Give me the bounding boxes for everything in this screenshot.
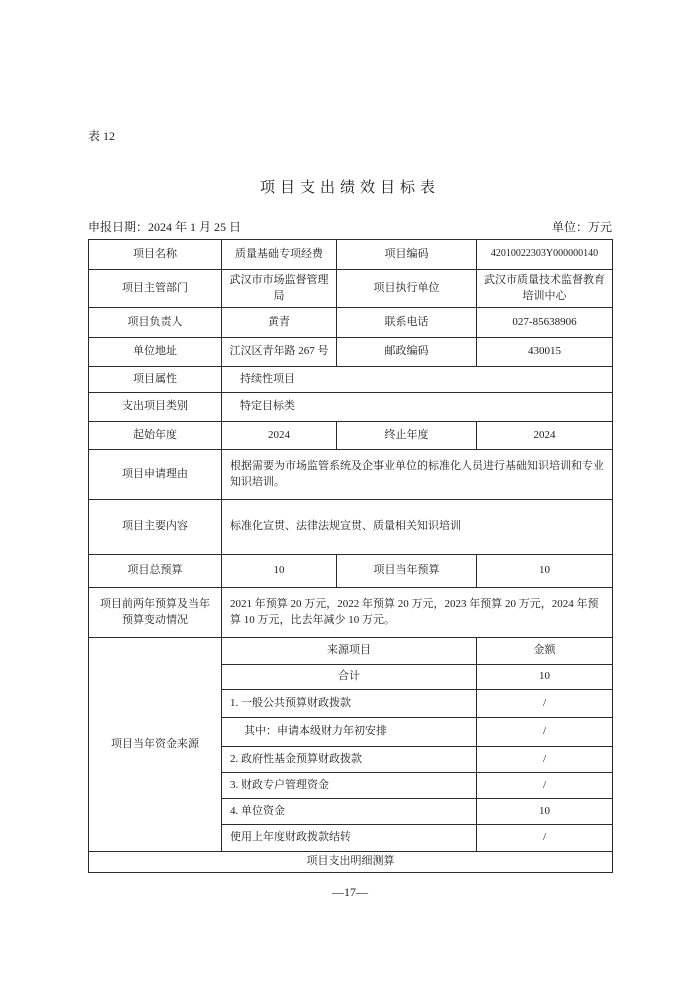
label-project-attribute: 项目属性 [89,367,222,393]
funding-header-row [89,638,613,665]
funding-item-label: 2. 政府性基金预算财政拨款 [222,747,477,773]
table-footer-row [89,852,613,873]
label-supervisor-dept: 项目主管部门 [89,270,222,308]
unit-label: 单位：万元 [551,220,612,234]
funding-item-amount: / [477,747,613,773]
value-executing-unit: 武汉市质量技术监督教育培训中心 [477,270,613,308]
value-main-content: 标准化宣贯、法律法规宣贯、质量相关知识培训 [222,500,613,555]
funding-total-label: 合计 [222,665,477,690]
table-row [89,393,613,422]
value-expense-category: 特定目标类 [222,393,613,422]
funding-item-amount: / [477,718,613,747]
label-start-year: 起始年度 [89,422,222,450]
value-prior-years-budget: 2021 年预算 20 万元，2022 年预算 20 万元，2023 年预算 20 万元，2024 年预算 10 万元，比去年减少 10 万元。 [222,588,613,638]
label-project-leader: 项目负责人 [89,308,222,338]
table-row [89,588,613,638]
funding-item-label: 3. 财政专户管理资金 [222,773,477,799]
table-row [89,422,613,450]
value-supervisor-dept: 武汉市市场监督管理局 [222,270,337,308]
funding-header-amount: 金额 [477,638,613,665]
value-project-name: 质量基础专项经费 [222,240,337,270]
value-unit-address: 江汉区青年路 267 号 [222,338,337,367]
label-main-content: 项目主要内容 [89,500,222,555]
funding-item-amount: / [477,690,613,718]
table-row [89,367,613,393]
label-project-name: 项目名称 [89,240,222,270]
label-application-reason: 项目申请理由 [89,450,222,500]
table-row [89,500,613,555]
funding-item-label: 4. 单位资金 [222,799,477,825]
table-row [89,338,613,367]
label-project-code: 项目编码 [337,240,477,270]
label-total-budget: 项目总预算 [89,555,222,588]
label-expense-category: 支出项目类别 [89,393,222,422]
label-current-year-budget: 项目当年预算 [337,555,477,588]
funding-item-label: 1. 一般公共预算财政拨款 [222,690,477,718]
page-title: 项目支出绩效目标表 [259,180,440,196]
value-project-attribute: 持续性项目 [222,367,613,393]
table-row [89,270,613,308]
meta-row [88,219,612,235]
label-executing-unit: 项目执行单位 [337,270,477,308]
funding-item-amount: / [477,773,613,799]
value-total-budget: 10 [222,555,337,588]
funding-item-label: 其中：申请本级财力年初安排 [222,718,477,747]
value-end-year: 2024 [477,422,613,450]
funding-item-amount: / [477,825,613,852]
value-project-code: 42010022303Y000000140 [477,240,613,270]
label-postal-code: 邮政编码 [337,338,477,367]
label-contact-phone: 联系电话 [337,308,477,338]
funding-header-source: 来源项目 [222,638,477,665]
declare-date-label: 申报日期：2024 年 1 月 25 日 [88,220,242,234]
label-unit-address: 单位地址 [89,338,222,367]
value-contact-phone: 027-85638906 [477,308,613,338]
performance-target-table [88,239,613,873]
label-prior-years-budget: 项目前两年预算及当年预算变动情况 [89,588,222,638]
value-application-reason: 根据需要为市场监管系统及企事业单位的标准化人员进行基础知识培训和专业知识培训。 [222,450,613,500]
funding-item-label: 使用上年度财政拨款结转 [222,825,477,852]
funding-item-amount: 10 [477,799,613,825]
label-end-year: 终止年度 [337,422,477,450]
page-number: —17— [332,885,368,899]
table-row [89,308,613,338]
funding-total-amount: 10 [477,665,613,690]
value-project-leader: 黄青 [222,308,337,338]
value-postal-code: 430015 [477,338,613,367]
table-row [89,555,613,588]
label-funding-source: 项目当年资金来源 [89,638,222,852]
footer-section-title: 项目支出明细测算 [89,852,613,873]
value-start-year: 2024 [222,422,337,450]
table-row [89,240,613,270]
value-current-year-budget: 10 [477,555,613,588]
table-row [89,450,613,500]
table-number-label: 表 12 [88,129,116,143]
